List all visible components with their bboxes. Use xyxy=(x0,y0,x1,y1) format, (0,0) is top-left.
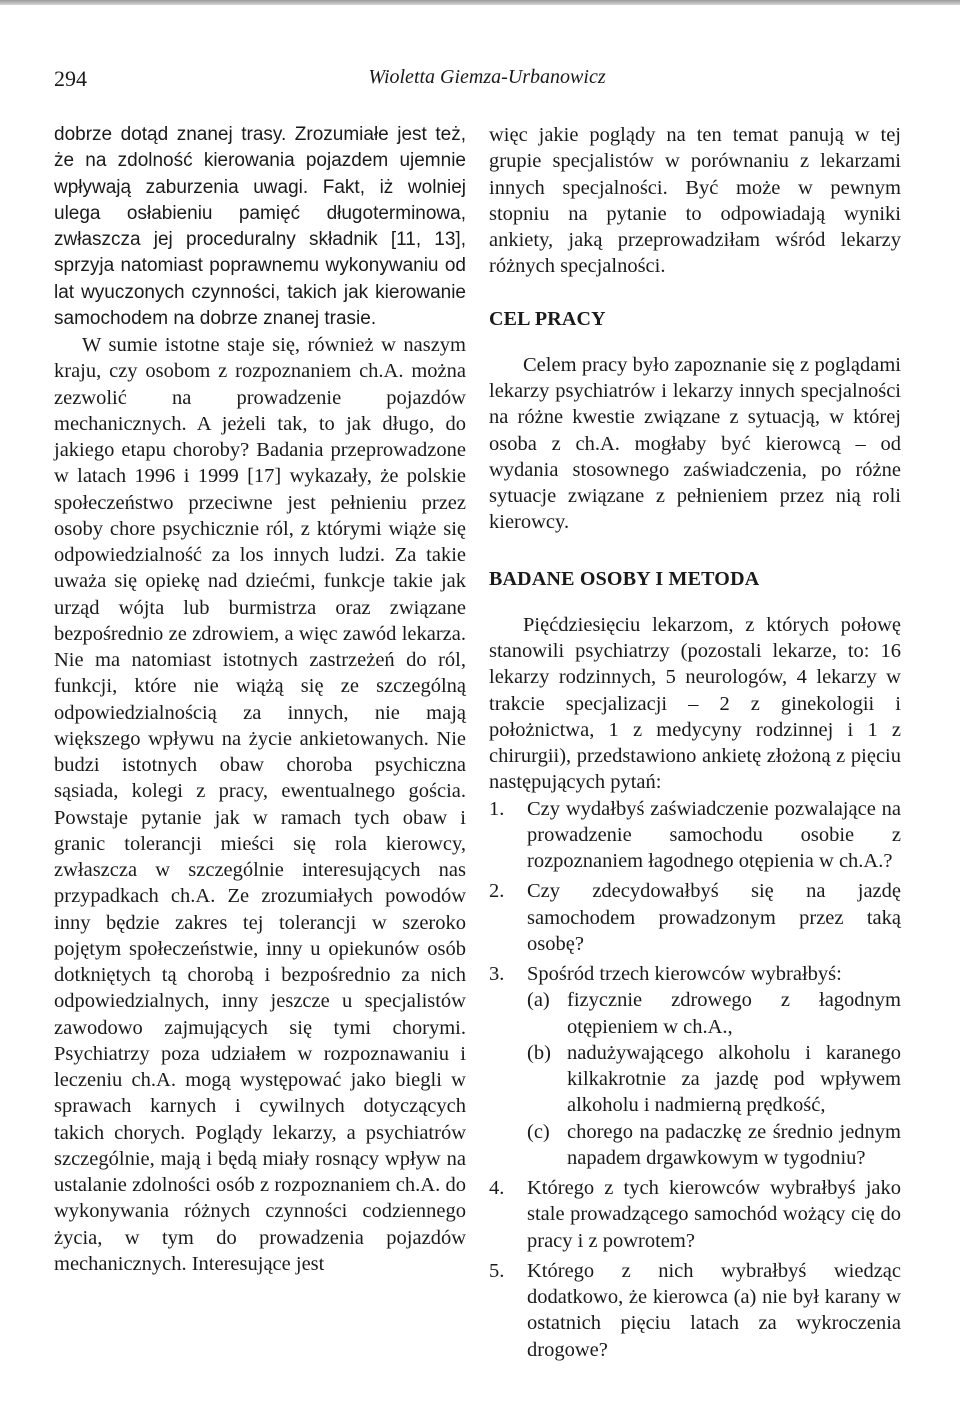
question-item xyxy=(489,878,901,957)
question-list xyxy=(489,796,901,1363)
page-number: 294 xyxy=(54,66,87,91)
sub-option-label: (b) xyxy=(527,1041,551,1064)
left-sans-block xyxy=(54,122,466,332)
right-column xyxy=(489,122,901,1367)
page-header xyxy=(54,66,920,96)
sub-option-item xyxy=(527,1040,901,1119)
question-number: 2. xyxy=(489,880,505,903)
question-text: Spośród trzech kierowców wybrałbyś: xyxy=(527,963,842,985)
question-number: 4. xyxy=(489,1177,505,1199)
question-number: 3. xyxy=(489,963,505,985)
question-item xyxy=(489,1175,901,1254)
section-heading-aim: CEL PRACY xyxy=(489,307,606,330)
right-paragraph-methods: Pięćdziesięciu lekarzom, z których połowę stanowili psychiatrzy (pozostali lekarze, to: 16 lekarzy rodzinnych, 5 neurologów, 4 lekarzy w trakcie specjalizacji – 2 z ginekologii i położnictwa, 1 z medycyny rodzinnej i 1 z chirurgii), przedstawiono ankietę złożoną z pięciu następujących pytań: xyxy=(489,613,901,794)
left-paragraph-1: dobrze dotąd znanej trasy. Zrozumiałe jest też, że na zdolność kierowania pojazdem ujemnie wpływają zaburzenia uwagi. Fakt, iż wolniej ulega osłabieniu pamięć długoterminowa, zwłaszcza jej proceduralny składnik [11, 13], sprzyja natomiast poprawnemu wykonywaniu od lat wyuczonych czynności, takich jak kierowanie samochodem na dobrze znanej trasie. xyxy=(54,124,466,329)
question-number: 5. xyxy=(489,1259,505,1282)
question-sub-list xyxy=(527,987,901,1171)
running-head-author: Wioletta Giemza-Urbanowicz xyxy=(368,66,606,88)
section-heading-methods: BADANE OSOBY I METODA xyxy=(489,567,760,590)
right-paragraph-1: więc jakie poglądy na ten temat panują w tej grupie specjalistów w porównaniu z lekarzami innych specjalności. Być może w pewnym stopniu na pytanie to odpowiadają wyniki ankiety, jaką przeprowadziłam wśród lekarzy różnych specjalności. xyxy=(489,124,901,278)
question-item xyxy=(489,796,901,875)
question-item xyxy=(489,1258,901,1363)
sub-option-item xyxy=(527,1119,901,1172)
question-text: Czy zdecydowałbyś się na jazdę samochodem prowadzonym przez taką osobę? xyxy=(527,880,901,955)
question-text: Którego z tych kierowców wybrałbyś jako stale prowadzącego samochód wożący cię do pracy i z powrotem? xyxy=(527,1177,901,1252)
left-column xyxy=(54,122,466,1277)
question-number: 1. xyxy=(489,797,505,820)
right-paragraph-aim: Celem pracy było zapoznanie się z poglądami lekarzy psychiatrów i lekarzy innych specjalności na różne kwestie związane z sytuacją, w której osoba z ch.A. mogłaby być kierowcą – od wydania stosownego zaświadczenia, po różne sytuacje związane z pełnieniem przez nią roli kierowcy. xyxy=(489,353,901,534)
sub-option-label: (c) xyxy=(527,1120,550,1143)
sub-option-text: chorego na padaczkę ze średnio jednym napadem drgawkowym w tygodniu? xyxy=(567,1120,901,1169)
sub-option-text: fizycznie zdrowego z łagodnym otępieniem w ch.A., xyxy=(567,989,901,1038)
sub-option-label: (a) xyxy=(527,989,550,1012)
left-paragraph-2: W sumie istotne staje się, również w naszym kraju, czy osobom z rozpoznaniem ch.A. można zezwolić na prowadzenie pojazdów mechanicznych. A jeżeli tak, to jak długo, do jakiego etapu choroby? Badania przeprowadzone w latach 1996 i 1999 [17] wykazały, że polskie społeczeństwo przeciwne jest pełnieniu przez osoby chore psychicznie ról, z którymi wiąże się odpowiedzialność za los innych ludzi. Za takie uważa się opiekę nad dziećmi, funkcje takie jak urząd wójta lub burmistrza oraz związane bezpośrednio ze zdrowiem, a więc zawód lekarza. Nie ma natomiast istotnych zastrzeżeń do ról, funkcji, które nie wiążą się ze szczególną odpowiedzialnością za innych, nie mają większego wpływu na życie ankietowanych. Nie budzi istotnych obaw choroba psychiczna sąsiada, kolegi z pracy, ewentualnego gościa. Powstaje pytanie jak w ramach tych obaw i granic tolerancji mieści się rola kierowcy, zwłaszcza w szczególnie interesujących nas przypadkach ch.A. Ze zrozumiałych powodów inny będzie zakres tej tolerancji w szeroko pojętym społeczeństwie, inny u opiekunów osób dotkniętych tą chorobą i bezpośrednio za nich odpowiedzialnych, inny jeszcze u specjalistów zawodowo zajmujących się tymi chorymi. Psychiatrzy poza udziałem w rozpoznawaniu i leczeniu ch.A. mogą występować jako biegli w sprawach karnych i cywilnych dotyczących takich chorych. Poglądy lekarzy, a psychiatrów szczególnie, mają i będą miały rosnący wpływ na ustalanie zdolności osób z rozpoznaniem ch.A. do wykonywania różnych czynności codziennego życia, w tym do prowadzenia pojazdów mechanicznych. Interesujące jest xyxy=(54,334,466,1275)
sub-option-text: nadużywającego alkoholu i karanego kilkakrotnie za jazdę pod wpływem alkoholu i nadmierną prędkość, xyxy=(567,1041,901,1117)
top-edge-rule xyxy=(0,0,960,5)
question-text: Czy wydałbyś zaświadczenie pozwalające na prowadzenie samochodu osobie z rozpoznaniem łagodnego otępienia w ch.A.? xyxy=(527,797,901,872)
question-text: Którego z nich wybrałbyś wiedząc dodatkowo, że kierowca (a) nie był karany w ostatnich pięciu latach za wykroczenia drogowe? xyxy=(527,1259,901,1361)
question-item xyxy=(489,961,901,1171)
sub-option-item xyxy=(527,987,901,1040)
